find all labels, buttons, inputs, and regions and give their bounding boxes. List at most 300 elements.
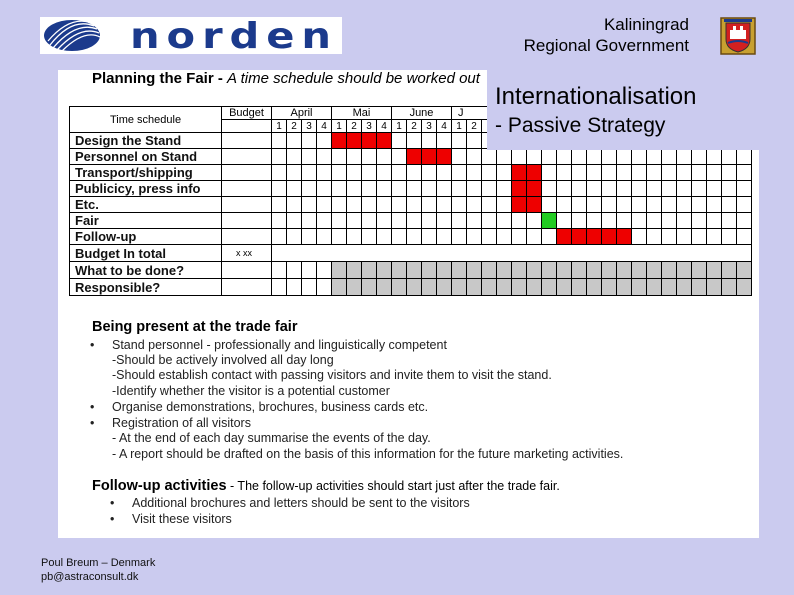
schedule-cell [587,279,602,296]
budget-cell: x xx [222,245,272,262]
schedule-cell [587,165,602,181]
schedule-cell [692,279,707,296]
schedule-cell [542,229,557,245]
row-label: Publicicy, press info [70,181,222,197]
week-label: 1 [452,120,467,133]
schedule-cell [557,213,572,229]
sub-item: -Identify whether the visitor is a potential customer [112,384,390,398]
schedule-cell [452,229,467,245]
schedule-cell [272,133,287,149]
schedule-cell [437,279,452,296]
schedule-cell [692,149,707,165]
schedule-cell [422,149,437,165]
schedule-cell [407,279,422,296]
table-row [70,213,752,229]
schedule-cell [647,149,662,165]
schedule-cell [467,279,482,296]
schedule-cell [392,165,407,181]
region-line2: Regional Government [523,36,689,55]
row-label: Budget In total [70,245,222,262]
schedule-cell [572,197,587,213]
schedule-cell [512,279,527,296]
schedule-cell [407,213,422,229]
schedule-cell [392,181,407,197]
schedule-cell [632,213,647,229]
schedule-cell [347,149,362,165]
schedule-cell [707,197,722,213]
schedule-cell [497,165,512,181]
row-label: Follow-up [70,229,222,245]
schedule-cell [632,181,647,197]
norden-wordmark [126,17,342,54]
schedule-cell [557,181,572,197]
globe-icon [42,19,102,52]
table-row [70,245,752,262]
schedule-cell [287,133,302,149]
section-follow-up-intro: - The follow-up activities should start just after the trade fair. [226,479,560,493]
schedule-cell [632,165,647,181]
schedule-cell [587,213,602,229]
strategy-title: Internationalisation [495,83,697,110]
budget-cell [222,133,272,149]
month-april: April [272,107,332,120]
table-row [70,229,752,245]
schedule-cell [482,262,497,279]
schedule-cell [407,165,422,181]
schedule-cell [467,181,482,197]
schedule-cell [527,279,542,296]
schedule-cell [302,149,317,165]
schedule-cell [377,165,392,181]
norden-logo [40,17,342,54]
schedule-cell [677,229,692,245]
schedule-cell [437,213,452,229]
month-j: J [452,107,752,120]
schedule-cell [707,149,722,165]
schedule-cell [737,181,752,197]
section-follow-up-title: Follow-up activities - The follow-up activities should start just after the trade fair. [92,478,560,494]
schedule-cell [392,213,407,229]
schedule-cell [302,229,317,245]
schedule-cell [677,262,692,279]
bullet-item: • Stand personnel - professionally and linguistically competent [112,338,447,352]
schedule-cell [332,213,347,229]
schedule-cell [437,149,452,165]
schedule-cell [317,262,332,279]
schedule-cell [302,165,317,181]
schedule-cell [572,213,587,229]
week-label: 2 [407,120,422,133]
budget-cell [222,165,272,181]
bullet-item: • Visit these visitors [132,512,232,526]
schedule-cell [647,262,662,279]
schedule-cell [437,262,452,279]
schedule-cell [482,229,497,245]
budget-cell [222,213,272,229]
region-title [524,14,689,56]
schedule-cell [617,213,632,229]
schedule-cell [602,165,617,181]
schedule-cell [317,213,332,229]
week-label: 2 [467,120,482,133]
week-label: 4 [377,120,392,133]
schedule-cell [557,229,572,245]
schedule-cell [617,165,632,181]
schedule-cell [662,165,677,181]
schedule-cell [617,279,632,296]
schedule-cell [437,133,452,149]
schedule-title: Planning the Fair - A time schedule should be worked out [92,70,480,87]
schedule-cell [662,197,677,213]
schedule-cell [707,213,722,229]
schedule-cell [377,181,392,197]
schedule-cell [722,262,737,279]
schedule-cell [392,279,407,296]
month-june: June [392,107,452,120]
schedule-cell [482,197,497,213]
sub-item: -Should establish contact with passing visitors and invite them to visit the stand. [112,368,552,382]
budget-cell [222,262,272,279]
table-row [70,197,752,213]
schedule-cell [722,279,737,296]
schedule-cell [632,279,647,296]
schedule-cell [377,229,392,245]
table-row [70,279,752,296]
schedule-cell [332,149,347,165]
schedule-cell [482,149,497,165]
schedule-cell [422,279,437,296]
schedule-cell [422,165,437,181]
month-mai: Mai [332,107,392,120]
schedule-cell [272,279,287,296]
schedule-cell [527,197,542,213]
schedule-cell [572,279,587,296]
sub-item: -Should be actively involved all day long [112,353,334,367]
schedule-cell [332,279,347,296]
schedule-cell [662,229,677,245]
schedule-cell [557,197,572,213]
coat-of-arms-icon [720,17,756,55]
schedule-cell [392,133,407,149]
week-label: 1 [392,120,407,133]
schedule-cell [332,262,347,279]
schedule-cell [287,213,302,229]
schedule-cell [422,229,437,245]
schedule-cell [362,197,377,213]
schedule-cell [602,181,617,197]
schedule-cell [737,279,752,296]
row-label: Fair [70,213,222,229]
schedule-cell [572,262,587,279]
schedule-cell [722,229,737,245]
schedule-cell [347,197,362,213]
schedule-cell [437,165,452,181]
schedule-cell [317,279,332,296]
budget-cell [222,149,272,165]
schedule-cell [587,197,602,213]
schedule-cell [362,133,377,149]
schedule-cell [362,213,377,229]
schedule-cell [677,181,692,197]
schedule-cell [677,165,692,181]
schedule-cell [542,262,557,279]
schedule-cell [482,165,497,181]
schedule-cell [272,262,287,279]
schedule-cell [407,181,422,197]
schedule-cell [707,165,722,181]
schedule-cell [482,213,497,229]
schedule-cell [287,229,302,245]
bullet-item: • Additional brochures and letters should be sent to the visitors [132,496,470,510]
schedule-cell [287,149,302,165]
schedule-cell [512,229,527,245]
schedule-cell [602,229,617,245]
schedule-cell [302,279,317,296]
schedule-cell [602,279,617,296]
schedule-cell [542,213,557,229]
schedule-cell [407,229,422,245]
schedule-cell [302,181,317,197]
schedule-cell [467,229,482,245]
schedule-cell [317,149,332,165]
schedule-cell [512,181,527,197]
schedule-cell [287,197,302,213]
schedule-cell [527,149,542,165]
bullet-item: • Organise demonstrations, brochures, business cards etc. [112,400,428,414]
schedule-cell [332,165,347,181]
schedule-cell [377,279,392,296]
schedule-cell [557,279,572,296]
schedule-cell [722,181,737,197]
schedule-cell [482,181,497,197]
svg-text:norden: norden [130,17,338,54]
schedule-cell [452,262,467,279]
schedule-cell [272,213,287,229]
schedule-cell [662,262,677,279]
sub-item: - A report should be drafted on the basis of this information for the future marketing activities. [112,447,624,461]
schedule-cell [587,149,602,165]
row-label: Transport/shipping [70,165,222,181]
schedule-cell [392,229,407,245]
schedule-cell [692,229,707,245]
budget-total-span [272,245,752,262]
schedule-cell [452,213,467,229]
schedule-cell [287,262,302,279]
schedule-cell [452,181,467,197]
schedule-cell [722,197,737,213]
schedule-cell [317,133,332,149]
schedule-cell [497,262,512,279]
schedule-cell [302,197,317,213]
schedule-cell [542,279,557,296]
schedule-cell [377,133,392,149]
schedule-cell [317,197,332,213]
schedule-cell [722,165,737,181]
schedule-cell [272,181,287,197]
schedule-cell [422,133,437,149]
footer [41,556,155,584]
schedule-cell [422,181,437,197]
schedule-cell [542,197,557,213]
schedule-cell [347,262,362,279]
table-row [70,149,752,165]
schedule-cell [497,279,512,296]
schedule-cell [692,165,707,181]
schedule-cell [377,262,392,279]
schedule-cell [587,262,602,279]
schedule-cell [317,181,332,197]
schedule-cell [707,229,722,245]
schedule-cell [332,181,347,197]
schedule-cell [317,165,332,181]
schedule-cell [692,181,707,197]
schedule-cell [572,149,587,165]
row-label: Etc. [70,197,222,213]
schedule-cell [647,213,662,229]
strategy-subtitle: - Passive Strategy [495,114,666,137]
row-label: Personnel on Stand [70,149,222,165]
table-row [70,165,752,181]
schedule-cell [542,181,557,197]
schedule-cell [602,262,617,279]
schedule-cell [632,262,647,279]
schedule-cell [467,213,482,229]
schedule-cell [647,279,662,296]
schedule-cell [287,165,302,181]
week-label: 1 [272,120,287,133]
schedule-cell [497,197,512,213]
budget-cell [222,229,272,245]
schedule-cell [677,213,692,229]
schedule-cell [347,181,362,197]
table-row [70,181,752,197]
schedule-cell [602,149,617,165]
schedule-cell [617,181,632,197]
schedule-cell [362,165,377,181]
schedule-cell [692,213,707,229]
schedule-cell [737,213,752,229]
schedule-cell [377,213,392,229]
col-header-time: Time schedule [70,107,222,133]
schedule-cell [437,229,452,245]
schedule-cell [317,229,332,245]
schedule-cell [662,279,677,296]
schedule-cell [407,262,422,279]
schedule-cell [437,181,452,197]
schedule-cell [647,229,662,245]
schedule-cell [392,197,407,213]
schedule-cell [707,262,722,279]
schedule-cell [647,165,662,181]
schedule-cell [527,229,542,245]
schedule-cell [527,262,542,279]
schedule-cell [497,213,512,229]
schedule-cell [362,229,377,245]
schedule-cell [512,165,527,181]
schedule-cell [452,165,467,181]
footer-email: pb@astraconsult.dk [41,571,139,583]
table-row [70,262,752,279]
schedule-cell [332,133,347,149]
schedule-cell [557,262,572,279]
schedule-cell [617,262,632,279]
col-header-budget: Budget [222,107,272,120]
schedule-cell [527,165,542,181]
week-label: 2 [287,120,302,133]
schedule-cell [452,149,467,165]
schedule-cell [512,213,527,229]
section-trade-fair-title: Being present at the trade fair [92,319,298,335]
schedule-cell [497,149,512,165]
schedule-cell [572,181,587,197]
schedule-cell [602,197,617,213]
footer-author: Poul Breum – Denmark [41,557,156,569]
schedule-cell [722,149,737,165]
schedule-cell [737,262,752,279]
schedule-cell [452,133,467,149]
region-line1: Kaliningrad [603,15,689,34]
schedule-cell [347,133,362,149]
schedule-cell [347,213,362,229]
schedule-cell [587,229,602,245]
schedule-cell [617,229,632,245]
schedule-cell [632,229,647,245]
schedule-cell [692,262,707,279]
schedule-cell [737,229,752,245]
schedule-cell [497,181,512,197]
schedule-cell [647,197,662,213]
bullet-item: • Registration of all visitors [112,416,251,430]
schedule-cell [362,181,377,197]
schedule-cell [302,262,317,279]
schedule-cell [542,149,557,165]
schedule-cell [452,279,467,296]
schedule-cell [632,197,647,213]
schedule-cell [422,262,437,279]
schedule-cell [677,197,692,213]
schedule-cell [467,165,482,181]
schedule-cell [572,165,587,181]
schedule-cell [602,213,617,229]
schedule-cell [542,165,557,181]
schedule-cell [662,181,677,197]
schedule-cell [272,165,287,181]
schedule-cell [707,181,722,197]
week-label: 1 [332,120,347,133]
schedule-cell [347,165,362,181]
schedule-subtitle: A time schedule should be worked out [227,70,480,87]
budget-cell [222,279,272,296]
row-label: What to be done? [70,262,222,279]
schedule-cell [692,197,707,213]
schedule-cell [467,149,482,165]
schedule-cell [272,229,287,245]
schedule-cell [482,279,497,296]
schedule-cell [512,197,527,213]
schedule-cell [422,197,437,213]
schedule-cell [512,262,527,279]
schedule-cell [647,181,662,197]
sub-item: - At the end of each day summarise the events of the day. [112,431,431,445]
schedule-cell [572,229,587,245]
schedule-cell [392,262,407,279]
schedule-cell [722,213,737,229]
week-label: 3 [422,120,437,133]
schedule-cell [587,181,602,197]
schedule-cell [347,229,362,245]
schedule-cell [407,133,422,149]
week-label: 4 [317,120,332,133]
